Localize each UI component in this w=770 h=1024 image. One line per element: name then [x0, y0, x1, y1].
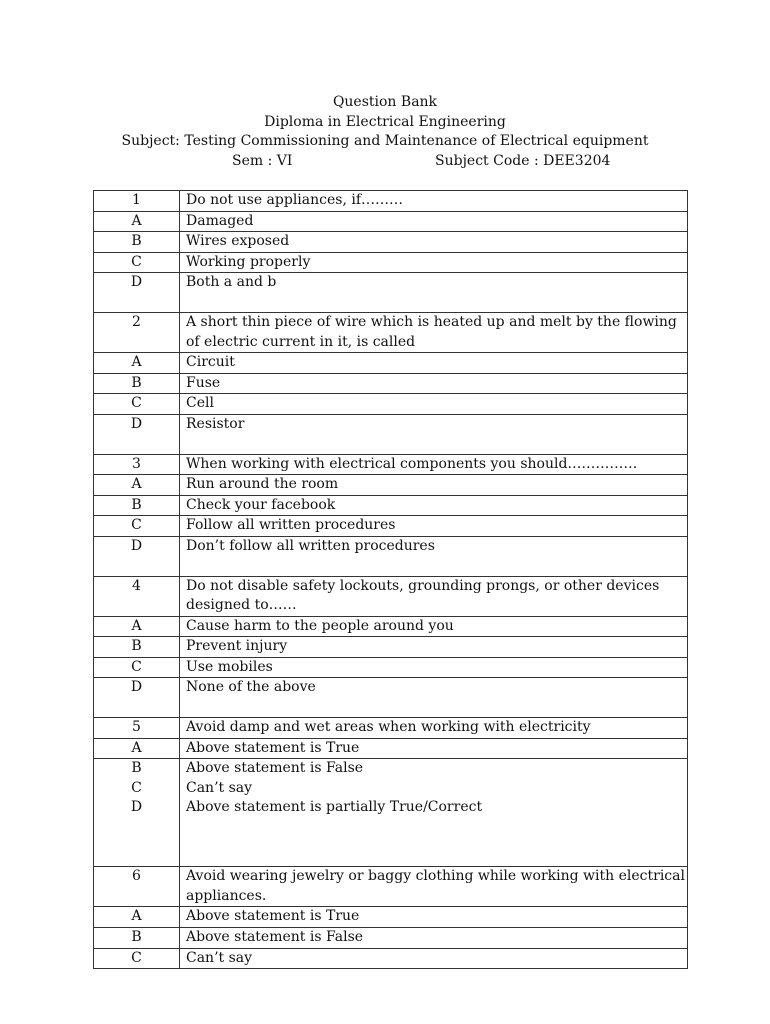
option-label: C	[131, 779, 142, 796]
question-row	[94, 867, 688, 907]
option-text: Both a and b	[180, 273, 688, 313]
question-text: Avoid wearing jewelry or baggy clothing while working with electrical appliances.	[180, 867, 688, 907]
question-number: 5	[94, 718, 180, 739]
question-number: 3	[94, 454, 180, 475]
option-label: D	[94, 273, 180, 313]
option-row	[94, 475, 688, 496]
option-text: Above statement is partially True/Correct	[186, 799, 483, 816]
option-label: B	[94, 637, 180, 658]
option-row	[94, 948, 688, 969]
option-label: A	[94, 738, 180, 759]
option-text: Use mobiles	[180, 657, 688, 678]
option-label: C	[94, 394, 180, 415]
question-text: Do not use appliances, if………	[180, 191, 688, 212]
option-row	[94, 232, 688, 253]
option-text: Don’t follow all written procedures	[180, 536, 688, 576]
semester-line	[0, 152, 770, 172]
question-text: Avoid damp and wet areas when working with electricity	[180, 718, 688, 739]
option-label: D	[94, 414, 180, 454]
option-text: Above statement is False	[180, 928, 688, 949]
question-text: A short thin piece of wire which is heated up and melt by the flowing of electric current in it, is called	[180, 312, 688, 352]
option-label: B	[94, 232, 180, 253]
question-number: 2	[94, 312, 180, 352]
question-number: 1	[94, 191, 180, 212]
option-text: Run around the room	[180, 475, 688, 496]
question-row	[94, 576, 688, 616]
option-label: D	[94, 678, 180, 718]
option-label: A	[94, 211, 180, 232]
option-label: A	[94, 353, 180, 374]
option-text: Follow all written procedures	[180, 516, 688, 537]
option-text: Cause harm to the people around you	[180, 616, 688, 637]
question-text: Do not disable safety lockouts, grounding prongs, or other devices designed to……	[180, 576, 688, 616]
option-text: Wires exposed	[180, 232, 688, 253]
semester: Sem : VI	[232, 152, 293, 169]
option-row	[94, 394, 688, 415]
subject-name: Subject: Testing Commissioning and Maintenance of Electrical equipment	[121, 133, 649, 150]
option-text: Cell	[180, 394, 688, 415]
option-text: None of the above	[180, 678, 688, 718]
option-text: Above statement is True	[180, 738, 688, 759]
option-text: Check your facebook	[180, 495, 688, 516]
option-text: Resistor	[180, 414, 688, 454]
question-number: 4	[94, 576, 180, 616]
option-label: A	[94, 475, 180, 496]
option-row	[94, 273, 688, 313]
subject-code: Subject Code : DEE3204	[435, 152, 611, 169]
option-row	[94, 738, 688, 759]
question-number: 6	[94, 867, 180, 907]
document-title: Question Bank	[332, 94, 438, 110]
option-row	[94, 536, 688, 576]
option-label: A	[94, 907, 180, 928]
program-name: Diploma in Electrical Engineering	[264, 113, 506, 130]
option-text: Damaged	[180, 211, 688, 232]
option-row	[94, 211, 688, 232]
option-label: B	[94, 928, 180, 949]
option-text: Can’t say	[180, 948, 688, 969]
option-text: Above statement is True	[180, 907, 688, 928]
option-label: C	[94, 516, 180, 537]
question-text: When working with electrical components you should……………	[180, 454, 688, 475]
option-row	[94, 516, 688, 537]
option-label: B	[94, 495, 180, 516]
question-row	[94, 312, 688, 352]
question-row	[94, 718, 688, 739]
option-text: Above statement is False	[186, 760, 364, 777]
option-label: B	[94, 373, 180, 394]
option-text: Fuse	[180, 373, 688, 394]
option-label: D	[130, 799, 143, 816]
option-row	[94, 928, 688, 949]
option-row	[94, 495, 688, 516]
option-row	[94, 678, 688, 718]
document-header	[0, 93, 770, 171]
option-text: Can’t say	[186, 779, 253, 796]
option-text: Prevent injury	[180, 637, 688, 658]
option-row	[94, 657, 688, 678]
option-label: C	[94, 948, 180, 969]
option-row	[94, 373, 688, 394]
option-texts	[180, 759, 688, 867]
option-labels	[94, 759, 180, 867]
option-label: B	[131, 760, 142, 777]
option-text: Working properly	[180, 252, 688, 273]
option-label: D	[94, 536, 180, 576]
option-row	[94, 616, 688, 637]
option-row	[94, 414, 688, 454]
option-row	[94, 907, 688, 928]
option-label: C	[94, 657, 180, 678]
option-row	[94, 637, 688, 658]
question-row	[94, 454, 688, 475]
option-row	[94, 252, 688, 273]
option-label: A	[94, 616, 180, 637]
option-label: C	[94, 252, 180, 273]
question-table	[93, 190, 688, 969]
question-row	[94, 191, 688, 212]
option-text: Circuit	[180, 353, 688, 374]
option-row	[94, 353, 688, 374]
option-group	[94, 759, 688, 867]
